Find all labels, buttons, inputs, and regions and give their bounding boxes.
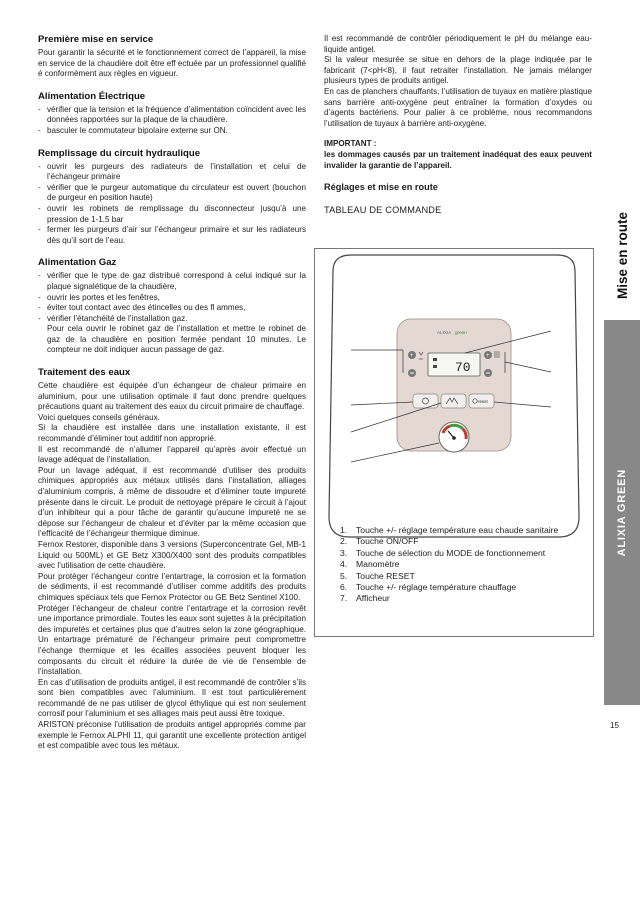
legend-item: 6. Touche +/- réglage température chauffage xyxy=(340,582,580,593)
paragraph: En cas de planchers chauffants, l’utilisation de tuyaux en matière plastique sans barrière anti-oxygène peut entraîner la formation d’oxydes ou d’agents bactériens. Pour palier à ce problème, nous recommandons l’utilisation de tuyaux à barrière anti-oxygène. xyxy=(324,86,592,128)
important-title: IMPORTANT : xyxy=(324,139,377,149)
list-note: Pour cela ouvrir le robinet gaz de l’installation et mettre le robinet de gaz de la chaudière en position fermée pendant 10 minutes. Le compteur ne doit indiquer aucun passage de gaz. xyxy=(47,324,306,355)
gauge-hub xyxy=(452,436,456,440)
legend-item: 2. Touche ON/OFF xyxy=(340,536,580,547)
minus-icon xyxy=(486,373,490,374)
paragraph: Cette chaudière est équipée d’un échangeur de chaleur primaire en aluminium, pour une utilisation optimale il faut donc prendre quelques précautions quant au traitement des eaux du circuit primaire de chauffage. xyxy=(38,381,306,412)
bullet-list xyxy=(38,105,306,137)
bullet-list xyxy=(38,271,306,356)
legend-item: 3. Touche de sélection du MODE de fonctionnement xyxy=(340,548,580,559)
plus-icon: + xyxy=(486,353,490,359)
list-item: - vérifier que le type de gaz distribué correspond à celui indiqué sur la plaque signalétique de la chaudière, xyxy=(38,271,306,292)
plus-icon: + xyxy=(410,353,414,359)
paragraph: Il est recommandé de n’allumer l’appareil qu’après avoir effectué un lavage adéquat de l’installation. xyxy=(38,444,306,465)
list-item: - vérifier l’étanchéité de l’installation gaz. xyxy=(38,314,306,325)
display xyxy=(428,353,480,376)
list-item: - fermer les purgeurs d’air sur l’échangeur primaire et sur les radiateurs dès qu’il sort de l’eau. xyxy=(38,225,306,246)
list-item: - ouvrir les purgeurs des radiateurs de l’installation et celui de l’échangeur primaire xyxy=(38,162,306,183)
right-column xyxy=(324,34,592,215)
section-tab-label: Mise en route xyxy=(614,212,630,300)
list-item: - vérifier que le purgeur automatique du circulateur est ouvert (bouchon de purgeur en position haute) xyxy=(38,183,306,204)
paragraph: ARISTON préconise l’utilisation de produits antigel appropriés comme par exemple le Fernox ALPHI 11, qui garantit une excellente protection antigel et est compatible avec tous les métaux. xyxy=(38,720,306,751)
left-column xyxy=(38,34,306,763)
paragraph: Si la chaudière est installée dans une installation existante, il est recommandé d’éliminer tout additif non approprié. xyxy=(38,423,306,444)
on-off-button[interactable] xyxy=(413,394,438,408)
list-item: - éviter tout contact avec des étincelles ou des fl ammes, xyxy=(38,303,306,314)
page-number: 15 xyxy=(610,721,619,730)
section-traitement-des-eaux xyxy=(38,367,306,752)
legend-item: 4. Manomètre xyxy=(340,559,580,570)
minus-icon xyxy=(410,373,414,374)
legend-item: 1. Touche +/- réglage température eau chaude sanitaire xyxy=(340,525,580,536)
display-indicator xyxy=(433,358,437,361)
section-title: Traitement des eaux xyxy=(38,367,131,379)
tableau-heading: TABLEAU DE COMMANDE xyxy=(324,204,442,215)
display-indicator xyxy=(433,365,437,368)
product-tab-label: ALIXIA GREEN xyxy=(616,468,628,557)
product-tab-text xyxy=(604,320,640,705)
paragraph: Il est recommandé de contrôler périodiquement le pH du mélange eau-liquide antigel. xyxy=(324,34,592,54)
brand-suffix: green xyxy=(455,330,467,335)
paragraph: Fernox Restorer, disponible dans 3 versions (Superconcentrate Gel, MB-1 Liquid ou 500ML) et GE Betz X300/X400 sont des produits compatibles avec l’utilisation de cette chaudière. xyxy=(38,539,306,571)
section-title: Première mise en service xyxy=(38,34,154,45)
reglages-heading: Réglages et mise en route xyxy=(324,182,438,193)
list-item: - ouvrir les robinets de remplissage du disconnecteur jusqu’à une pression de 1-1,5 bar xyxy=(38,204,306,225)
section-title: Alimentation Électrique xyxy=(38,90,146,102)
display-value: 70 xyxy=(455,360,471,375)
list-item: - vérifier que la tension et la fréquence d’alimentation coïncident avec les données rapportées sur la plaque de la chaudière. xyxy=(38,105,306,126)
section-title: Remplissage du circuit hydraulique xyxy=(38,147,201,159)
paragraph: Pour un lavage adéquat, il est recommandé d’utiliser des produits chimiques appropriés aux métaux utilisés dans l’installation, alliages d’aluminium compris, à même de dissoudre et d’éliminer toute impureté présente dans le circuit. Le produit de nettoyage prépare le circuit à l’ajout d’un inhibiteur qui a pour tâche de garantir qu’aucune impureté ne se dépose sur l’échangeur de chaleur et d’éviter par la même occasion que l’efficacité de l’échangeur thermique diminue. xyxy=(38,465,306,539)
paragraph: En cas d’utilisation de produits antigel, il est recommandé de contrôler s’ils sont bien compatibles avec l’aluminium. Il est tout particulièrement recommandé de ne pas utiliser de glycol éthylique qui est non seulement corrosif pour l’aluminium et ses alliages mais peut aussi être toxique. xyxy=(38,677,306,719)
mode-button[interactable] xyxy=(441,394,466,408)
section-tab xyxy=(604,200,640,312)
section-alimentation-electrique xyxy=(38,91,306,137)
paragraph: Protéger l’échangeur de chaleur contre l’entartrage et la corrosion revêt une importance primordiale. Toutes les eaux sont sujettes à la précipitation des impuretés et certaines plus que d’autres selon la zone géographique. Un entartrage prématuré de l’échangeur primaire peut compromettre l’échange thermique et les écailles associées peuvent bloquer les composants du circuit et réduire la durée de vie de l’ensemble de l’installation. xyxy=(38,603,306,677)
legend-list xyxy=(340,525,580,605)
list-item: - basculer le commutateur bipolaire externe sur ON. xyxy=(38,126,306,137)
section-title: Alimentation Gaz xyxy=(38,257,117,269)
paragraph: Si la valeur mesurée se situe en dehors de la plage indiquée par le fabricant (7<pH<8), il faut retraiter l’installation. Ne jamais mélanger plusieurs types de produits antigel. xyxy=(324,55,592,86)
section-mise-en-service xyxy=(38,34,306,80)
list-item: - ouvrir les portes et les fenêtres, xyxy=(38,293,306,304)
paragraph: Voici quelques conseils généraux. xyxy=(38,412,160,422)
section-remplissage xyxy=(38,148,306,247)
legend-item: 5. Touche RESET xyxy=(340,571,580,582)
bullet-list xyxy=(38,162,306,247)
brand-prefix: ALIXIA xyxy=(437,330,452,335)
legend-item: 7. Afficheur xyxy=(340,593,580,604)
paragraph: Pour garantir la sécurité et le fonctionnement correct de l’appareil, la mise en service de la chaudière doit être eff ectuée par un professionnel qualifié é conformément aux règles en vigueur. xyxy=(38,48,306,79)
section-alimentation-gaz xyxy=(38,257,306,356)
paragraph: Pour protéger l’échangeur contre l’entartrage, la corrosion et la formation de sédiments, il est recommandé d’utiliser comme additifs des produits chimiques spéciaux tels que Fernox Protector ou GE Betz Sentinel X100. xyxy=(38,571,306,602)
important-text: les dommages causés par un traitement inadéquat des eaux peuvent invalider la garantie de l’appareil. xyxy=(324,149,592,170)
reset-label: reset xyxy=(478,399,488,404)
